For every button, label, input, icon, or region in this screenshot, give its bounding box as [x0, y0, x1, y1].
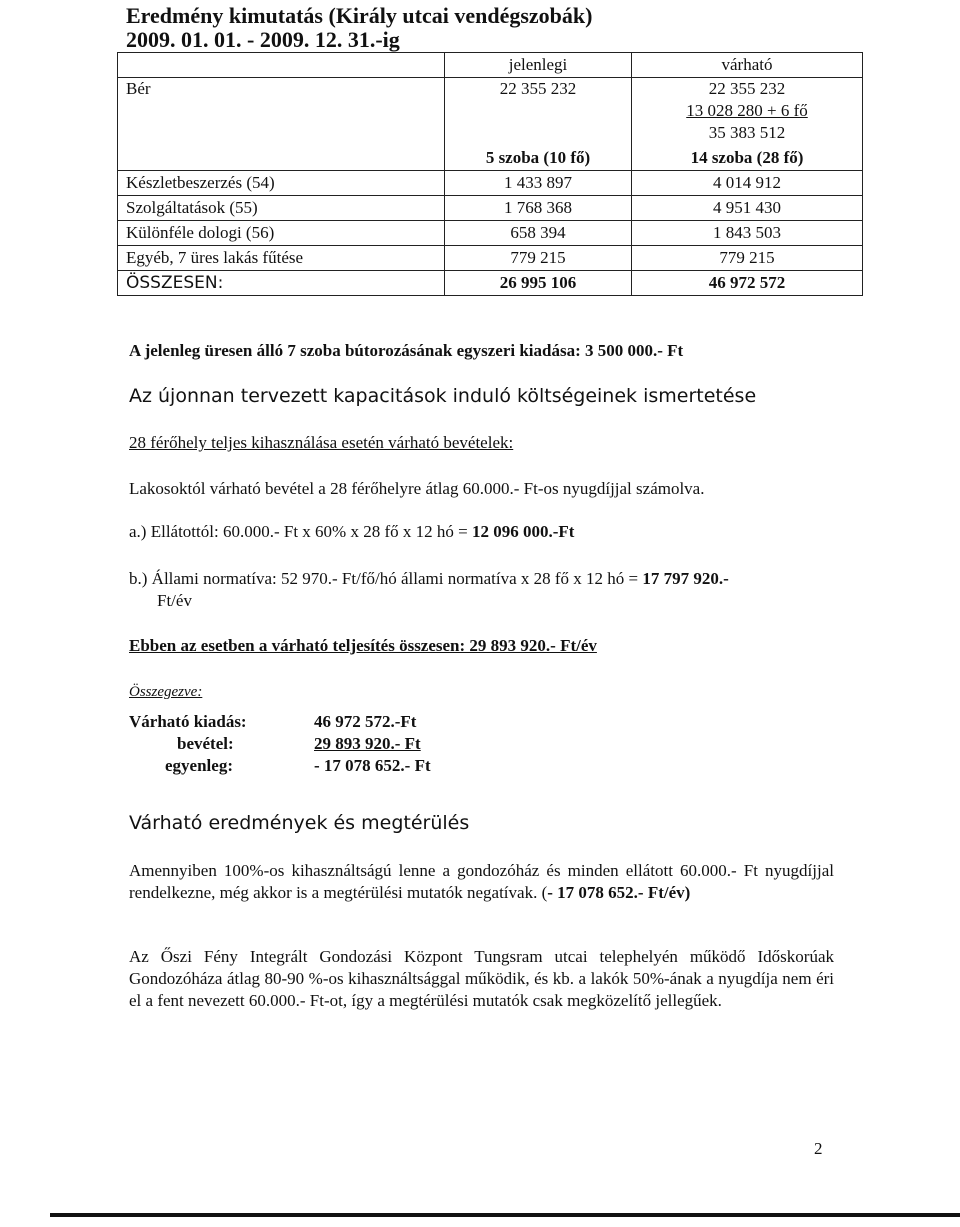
- paragraph-reference: Az Őszi Fény Integrált Gondozási Központ Tungsram utcai telephelyén működő Időskorúak Gondozóháza átlag 80-90 %-os kihasználtsággal működik, és kb. a lakók 50%-ának a nyugdíja nem éri el a fent nevezett 60.000.- Ft-ot, így a megtérülési mutatók csak megközelítő jellegűek.: [129, 947, 834, 1010]
- total-current: 26 995 106: [445, 271, 632, 296]
- table-row: Különféle dologi (56) 658 394 1 843 503: [118, 221, 863, 246]
- table-header-row: [118, 53, 863, 78]
- item-a: a.) Ellátottól: 60.000.- Ft x 60% x 28 fő x 12 hó = 12 096 000.-Ft: [129, 522, 575, 541]
- item-a-result: 12 096 000.-Ft: [471, 522, 575, 541]
- table-row: Egyéb, 7 üres lakás fűtése 779 215 779 215: [118, 246, 863, 271]
- total-label: ÖSSZESEN:: [118, 271, 445, 296]
- table-row: Szolgáltatások (55) 1 768 368 4 951 430: [118, 196, 863, 221]
- table-row-ber: [118, 78, 863, 147]
- result-table: [117, 52, 863, 296]
- document-title: [126, 4, 592, 52]
- table-row-capacity: [118, 146, 863, 171]
- item-b-unit: Ft/év: [157, 591, 192, 610]
- item-b-result: 17 797 920.-: [642, 569, 729, 588]
- title-line-1: Eredmény kimutatás (Király utcai vendégszobák): [126, 3, 593, 28]
- header-expected: várható: [632, 53, 863, 78]
- row-label: Bér: [118, 78, 445, 147]
- table-total-row: [118, 271, 863, 296]
- paragraph-payback: Amennyiben 100%-os kihasználtságú lenne a gondozóház és minden ellátott 60.000.- Ft nyugdíjjal rendelkezne, még akkor is a megtérülési mutatók negatívak. (- 17 078 652.- Ft/év): [129, 861, 834, 902]
- footer-rule: [50, 1213, 960, 1217]
- ber-expected-1: 22 355 232: [708, 79, 786, 98]
- expected-total-line: Ebben az esetben a várható teljesítés összesen: 29 893 920.- Ft/év: [129, 636, 597, 655]
- ber-expected-3: 35 383 512: [708, 123, 786, 142]
- total-expected: 46 972 572: [632, 271, 863, 296]
- furniture-cost-line: A jelenleg üresen álló 7 szoba bútorozásának egyszeri kiadása: 3 500 000.- Ft: [129, 341, 684, 360]
- income-paragraph: Lakosoktól várható bevétel a 28 férőhelyre átlag 60.000.- Ft-os nyugdíjjal számolva.: [129, 479, 705, 498]
- document-page: Eredmény kimutatás (Király utcai vendégszobák) 2009. 01. 01. - 2009. 12. 31.-ig jelenlegi várható Bér 22 355 232 22 355 232 13 028 280 + 6 fő 35 383 512 5 szoba (10 fő) 14 szoba (28 fő) Készletbeszerzés (54) 1 433 897 4 014 912 Szolgáltatások (55) 1 768 368 4 951 430 Különféle dologi (56) 658 394 1 843 503 Egyéb, 7 üres lakás fűtése 779 215 779 215 ÖSSZESEN: 26 995 106 46 972 572 A jelenleg üresen álló 7 szoba bútorozásának egyszeri kiadása: 3 500 000.- Ft Az újonnan tervezett kapacitások induló költségeinek ismertetése 28 férőhely teljes kihasználása esetén várható bevételek: Lakosoktól várható bevétel a 28 férőhelyre átlag 60.000.- Ft-os nyugdíjjal számolva. a.) Ellátottól: 60.000.- Ft x 60% x 28 fő x 12 hó = 12 096 000.-Ft b.) Állami normatíva: 52 970.- Ft/fő/hó állami normatíva x 28 fő x 12 hó = 17 797 920.- Ft/év Ebben az esetben a várható teljesítés összesen: 29 893 920.- Ft/év Összegezve: Várható kiadás: 46 972 572.-Ft bevétel: 29 893 920.- Ft egyenleg: - 17 078 652.- Ft Várható eredmények és megtérülés Amennyiben 100%-os kihasználtságú lenne a gondozóház és minden ellátott 60.000.- Ft nyugdíjjal rendelkezne, még akkor is a megtérülési mutatók negatívak. (- 17 078 652.- Ft/év) Az Őszi Fény Integrált Gondozási Központ Tungsram utcai telephelyén működő Időskorúak Gondozóháza átlag 80-90 %-os kihasználtsággal működik, és kb. a lakók 50%-ának a nyugdíja nem éri el a fent nevezett 60.000.- Ft-ot, így a megtérülési mutatók csak megközelítő jellegűek. 2: [0, 0, 960, 1227]
- summary-heading: Összegezve:: [129, 684, 203, 700]
- page-number: 2: [814, 1139, 823, 1158]
- ber-current: 22 355 232: [445, 78, 632, 147]
- capacity-current: 5 szoba (10 fő): [445, 146, 632, 171]
- capacity-expected: 14 szoba (28 fő): [632, 146, 863, 171]
- title-line-2: 2009. 01. 01. - 2009. 12. 31.-ig: [126, 27, 400, 52]
- section-heading-costs: Az újonnan tervezett kapacitások induló költségeinek ismertetése: [129, 385, 757, 407]
- table-row: Készletbeszerzés (54) 1 433 897 4 014 912: [118, 171, 863, 196]
- item-b: b.) Állami normatíva: 52 970.- Ft/fő/hó állami normatíva x 28 fő x 12 hó = 17 797 920.-: [129, 569, 729, 588]
- ber-expected-2: 13 028 280 + 6 fő: [686, 101, 808, 120]
- header-current: jelenlegi: [445, 53, 632, 78]
- section-heading-results: Várható eredmények és megtérülés: [129, 812, 470, 834]
- income-heading: 28 férőhely teljes kihasználása esetén várható bevételek:: [129, 433, 514, 452]
